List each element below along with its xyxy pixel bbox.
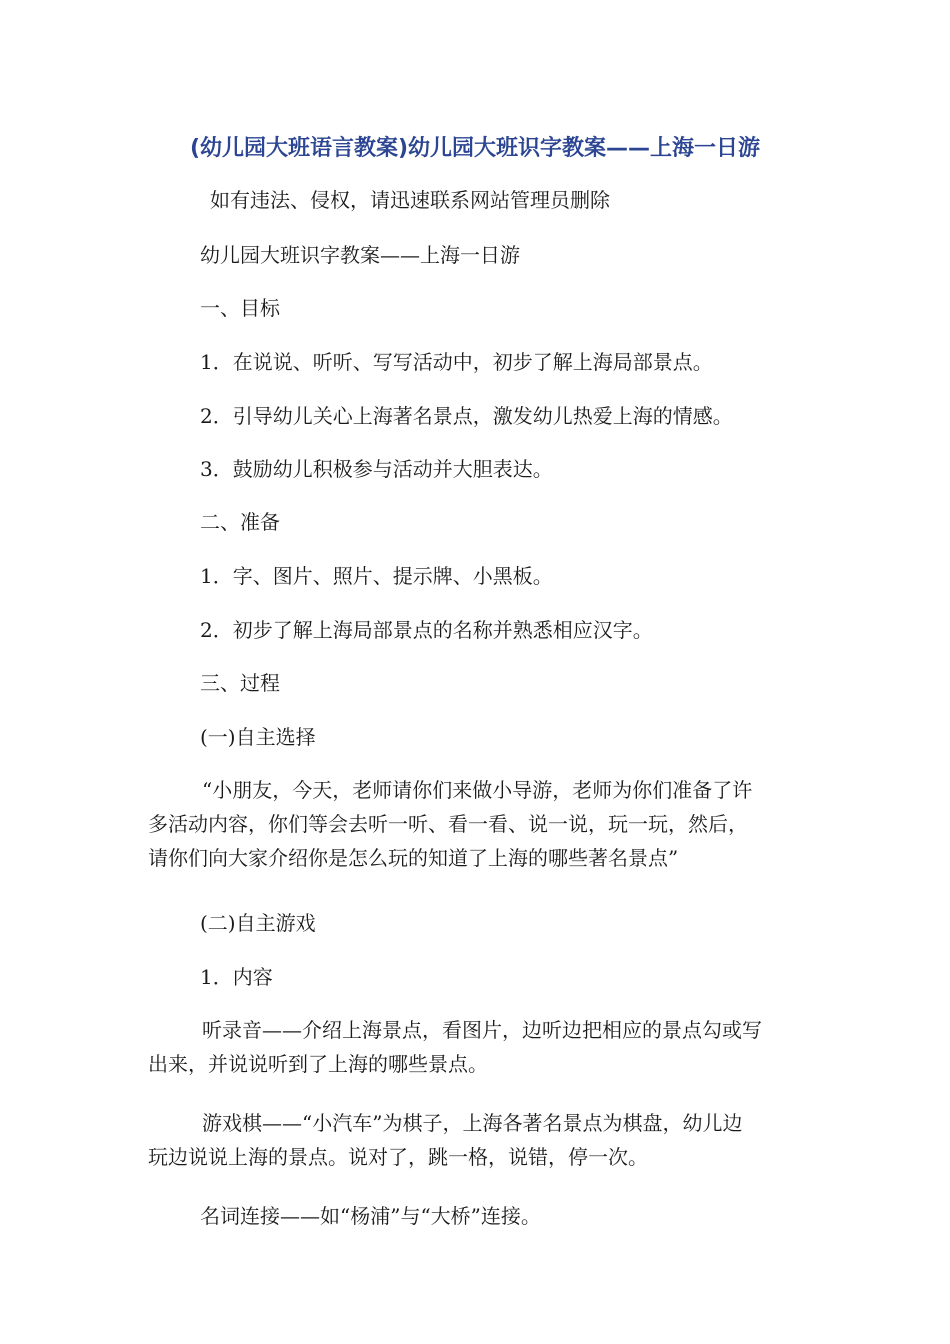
paragraph-line: “小朋友，今天，老师请你们来做小导游，老师为你们准备了许 [202, 778, 753, 802]
paragraph-line: 玩边说说上海的景点。说对了，跳一格，说错，停一次。 [148, 1145, 648, 1169]
word-matching-paragraph: 名词连接——如“杨浦”与“大桥”连接。 [200, 1204, 541, 1228]
copyright-notice: 如有违法、侵权，请迅速联系网站管理员删除 [210, 188, 610, 212]
section-heading-process: 三、过程 [200, 671, 280, 695]
document-title: (幼儿园大班语言教案)幼儿园大班识字教案——上海一日游 [189, 136, 761, 161]
preparation-item: 2．初步了解上海局部景点的名称并熟悉相应汉字。 [200, 618, 653, 642]
preparation-item: 1．字、图片、照片、提示牌、小黑板。 [200, 564, 553, 588]
goal-item: 3．鼓励幼儿积极参与活动并大胆表达。 [200, 457, 553, 481]
paragraph-line: 游戏棋——“小汽车”为棋子，上海各著名景点为棋盘，幼儿边 [202, 1111, 743, 1135]
goal-item: 1．在说说、听听、写写活动中，初步了解上海局部景点。 [200, 350, 713, 374]
paragraph-line: 听录音——介绍上海景点，看图片，边听边把相应的景点勾或写 [202, 1018, 762, 1042]
paragraph-line: 多活动内容，你们等会去听一听、看一看、说一说，玩一玩，然后， [148, 812, 748, 836]
process-step-heading: (一)自主选择 [200, 725, 316, 749]
section-heading-goals: 一、目标 [200, 296, 280, 320]
board-game-paragraph [148, 1106, 808, 1174]
section-heading-preparation: 二、准备 [200, 510, 280, 534]
paragraph-line: 出来，并说说听到了上海的哪些景点。 [148, 1052, 488, 1076]
paragraph-line: 请你们向大家介绍你是怎么玩的知道了上海的哪些著名景点” [148, 846, 679, 870]
process-step-heading: (二)自主游戏 [200, 911, 316, 935]
lesson-subtitle: 幼儿园大班识字教案——上海一日游 [200, 243, 520, 267]
listening-activity-paragraph [148, 1013, 808, 1081]
goal-item: 2．引导幼儿关心上海著名景点，激发幼儿热爱上海的情感。 [200, 404, 733, 428]
teacher-quote-paragraph [148, 773, 808, 875]
content-heading: 1．内容 [200, 965, 273, 989]
